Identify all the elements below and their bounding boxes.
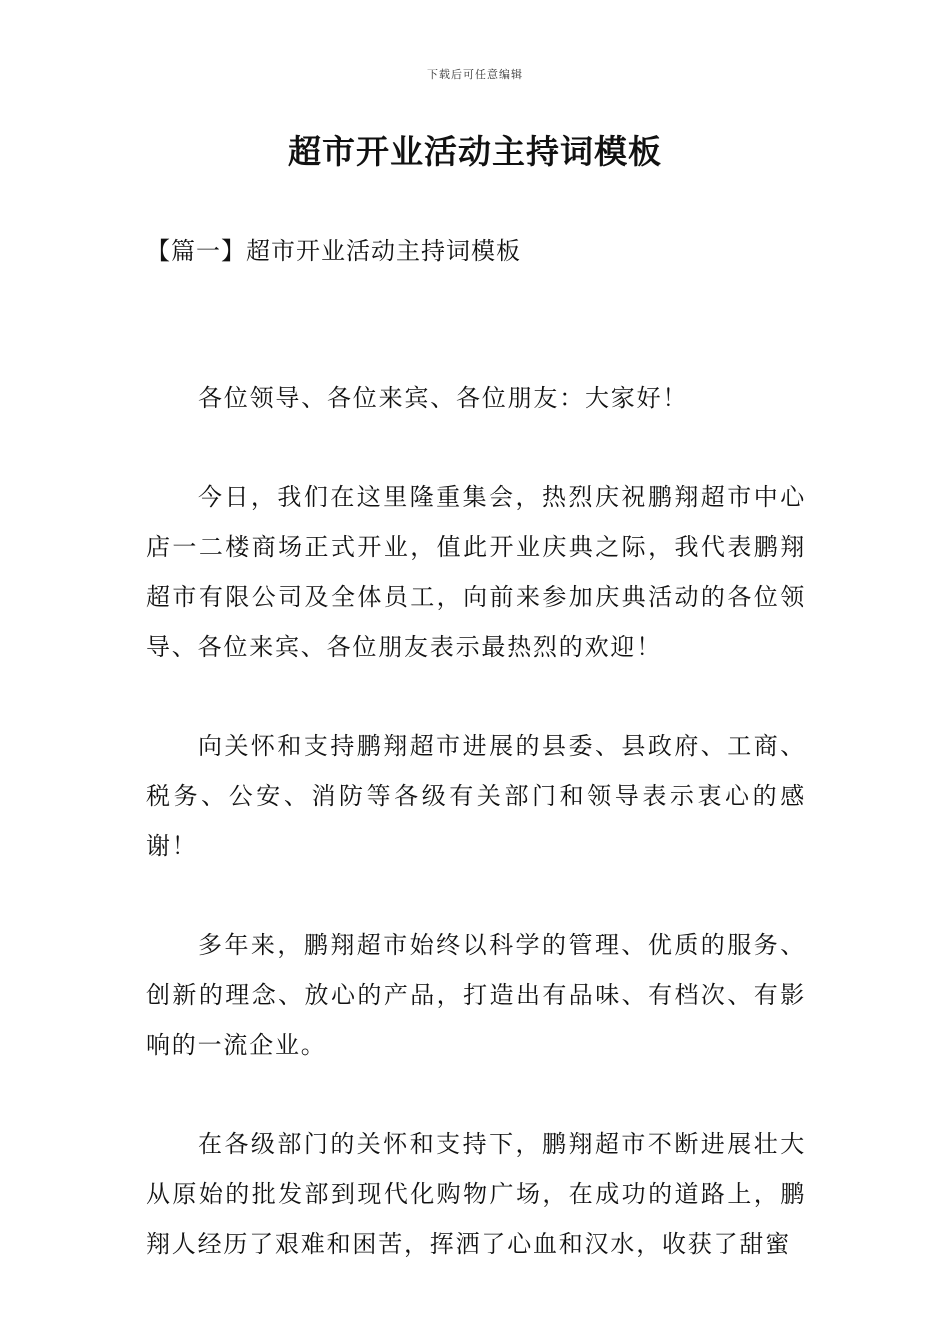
- paragraph-welcome: 今日，我们在这里隆重集会，热烈庆祝鹏翔超市中心店一二楼商场正式开业，值此开业庆典之际，我代表鹏翔超市有限公司及全体员工，向前来参加庆典活动的各位领导、各位来宾、各位朋友表示最热烈的欢迎！: [146, 483, 806, 661]
- paragraph-thanks: 向关怀和支持鹏翔超市进展的县委、县政府、工商、税务、公安、消防等各级有关部门和领导表示衷心的感谢！: [146, 732, 806, 860]
- paragraph-greeting: 各位领导、各位来宾、各位朋友：大家好！: [198, 384, 689, 412]
- header-note: 下载后可任意编辑: [427, 68, 523, 81]
- paragraph-growth: 在各级部门的关怀和支持下，鹏翔超市不断进展壮大从原始的批发部到现代化购物广场，在成功的道路上，鹏翔人经历了艰难和困苦，挥洒了心血和汉水，收获了甜蜜: [146, 1130, 806, 1258]
- paragraph-history: 多年来，鹏翔超市始终以科学的管理、优质的服务、创新的理念、放心的产品，打造出有品味、有档次、有影响的一流企业。: [146, 931, 806, 1059]
- document-body: [146, 373, 806, 1318]
- page-title: 超市开业活动主持词模板: [288, 132, 662, 171]
- section-heading: 【篇一】超市开业活动主持词模板: [146, 237, 521, 265]
